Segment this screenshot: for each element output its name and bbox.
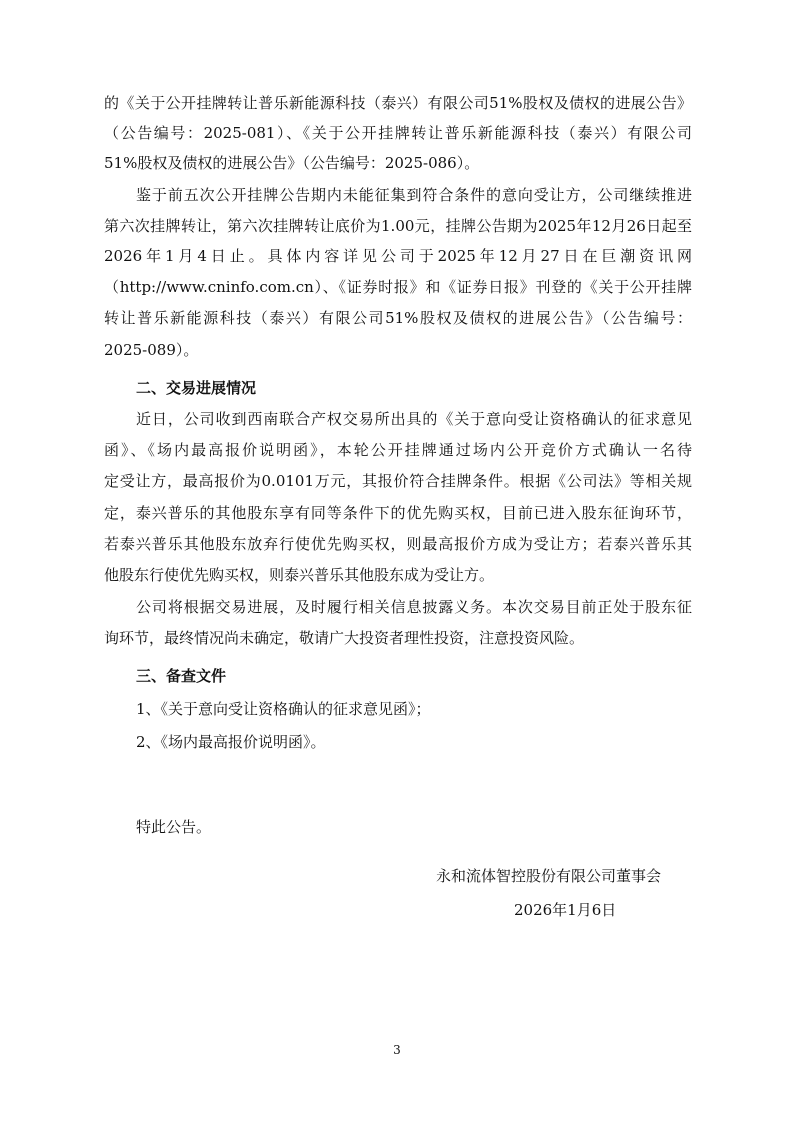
body-text-line: 2025-089）。 [104, 341, 199, 359]
body-text-line: 定，泰兴普乐的其他股东享有同等条件下的优先购买权，目前已进入股东征询环节， [104, 504, 692, 522]
body-text-line: 近日，公司收到西南联合产权交易所出具的《关于意向受让资格确认的征求意见 [136, 410, 692, 428]
section-heading: 二、交易进展情况 [136, 379, 257, 397]
body-text-line: 公司将根据交易进展，及时履行相关信息披露义务。本次交易目前正处于股东征 [136, 598, 692, 616]
closing-text: 特此公告。 [136, 818, 212, 836]
body-text-line: 若泰兴普乐其他股东放弃行使优先购买权，则最高报价方成为受让方；若泰兴普乐其 [104, 535, 692, 553]
list-item: 2、《场内最高报价说明函》。 [136, 733, 326, 751]
signature-date: 2026年1月6日 [514, 901, 617, 919]
body-text-line: （http://www.cninfo.com.cn）、《证券时报》和《证券日报》刊登的《关于公开挂牌 [104, 278, 692, 296]
body-text-line: 函》、《场内最高报价说明函》，本轮公开挂牌通过场内公开竞价方式确认一名待 [104, 441, 692, 459]
body-text-line: 定受让方，最高报价为0.0101万元，其报价符合挂牌条件。根据《公司法》等相关规 [104, 472, 692, 490]
body-text-line: 2026年1月4日止。具体内容详见公司于2025年12月27日在巨潮资讯网 [104, 247, 692, 265]
body-text-line: 他股东行使优先购买权，则泰兴普乐其他股东成为受让方。 [104, 566, 495, 584]
signature-company: 永和流体智控股份有限公司董事会 [436, 867, 662, 885]
body-text-line: （公告编号：2025-081）、《关于公开挂牌转让普乐新能源科技（泰兴）有限公司 [104, 124, 692, 142]
body-text-line: 51%股权及债权的进展公告》（公告编号：2025-086）。 [104, 154, 480, 172]
body-text-line: 的《关于公开挂牌转让普乐新能源科技（泰兴）有限公司51%股权及债权的进展公告》 [104, 94, 692, 112]
body-text-line: 询环节，最终情况尚未确定，敬请广大投资者理性投资，注意投资风险。 [104, 629, 585, 647]
page-number: 3 [393, 1043, 401, 1057]
body-text-line: 转让普乐新能源科技（泰兴）有限公司51%股权及债权的进展公告》（公告编号： [104, 309, 692, 327]
section-heading: 三、备查文件 [136, 667, 227, 685]
list-item: 1、《关于意向受让资格确认的征求意见函》； [136, 700, 431, 718]
body-text-line: 鉴于前五次公开挂牌公告期内未能征集到符合条件的意向受让方，公司继续推进 [136, 186, 692, 204]
body-text-line: 第六次挂牌转让，第六次挂牌转让底价为1.00元，挂牌公告期为2025年12月26日起至 [104, 217, 692, 235]
